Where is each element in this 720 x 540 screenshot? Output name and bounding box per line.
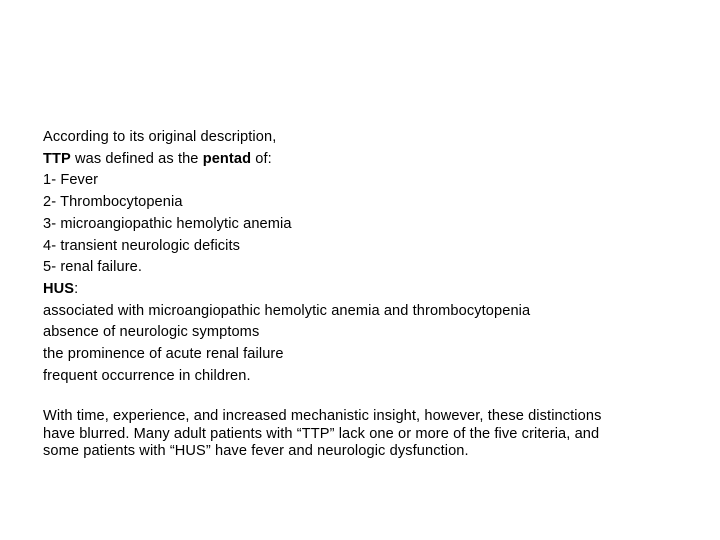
criterion-anemia: 3- microangiopathic hemolytic anemia	[43, 215, 292, 232]
criterion-neurologic: 4- transient neurologic deficits	[43, 237, 241, 254]
pentad-term: pentad	[202, 150, 252, 167]
hus-point: the prominence of acute renal failure	[43, 346, 284, 363]
ttp-term: TTP	[43, 150, 71, 167]
hus-point: frequent occurrence in children.	[43, 367, 251, 384]
intro-line: According to its original description,	[43, 129, 277, 145]
hus-colon: :	[74, 280, 79, 297]
conclusion-line: some patients with “HUS” have fever and neurologic dysfunction.	[43, 443, 469, 459]
conclusion-paragraph	[43, 408, 683, 461]
hus-point: absence of neurologic symptoms	[43, 324, 260, 341]
conclusion-line: have blurred. Many adult patients with “TTP” lack one or more of the five criteria, and	[43, 425, 600, 442]
conclusion-line: With time, experience, and increased mechanistic insight, however, these distinctions	[43, 408, 602, 424]
hus-term: HUS	[43, 280, 75, 297]
criterion-fever: 1- Fever	[43, 172, 99, 189]
hus-heading	[43, 279, 683, 301]
hus-point: associated with microangiopathic hemolytic anemia and thrombocytopenia	[43, 302, 531, 319]
definition-line	[43, 149, 683, 171]
criterion-thrombocytopenia: 2- Thrombocytopenia	[43, 194, 183, 211]
defined-as-text: was defined as the	[70, 150, 203, 167]
of-text: of:	[251, 150, 272, 167]
criterion-renal: 5- renal failure.	[43, 259, 143, 276]
slide-body	[43, 127, 683, 387]
